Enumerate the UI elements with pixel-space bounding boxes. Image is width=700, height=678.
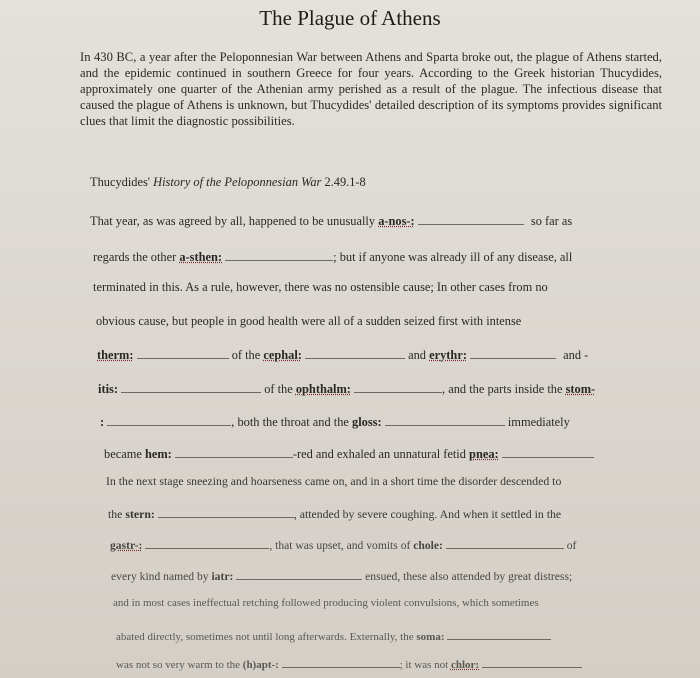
line-text: became (104, 447, 145, 461)
answer-blank-stom[interactable] (107, 413, 231, 426)
answer-blank-iatr[interactable] (236, 567, 362, 580)
term-a-sthen: a-sthen: (179, 250, 223, 264)
answer-blank-hapt[interactable] (282, 655, 400, 668)
answer-blank-therm[interactable] (137, 346, 229, 359)
answer-blank-itis[interactable] (121, 380, 261, 393)
line-text: so far as (530, 214, 573, 228)
term-iatr: iatr: (211, 570, 234, 583)
term-ophthalm: ophthalm: (295, 382, 351, 396)
term-therm: therm: (97, 348, 134, 362)
passage-line-2 (93, 248, 572, 265)
term-chole: chole: (413, 539, 443, 552)
line-text: -red and exhaled an unnatural fetid (292, 447, 470, 461)
source-author: Thucydides' (90, 175, 151, 189)
passage-line-3 (93, 280, 548, 295)
term-a-nos: a-nos-: (378, 214, 415, 228)
term-cephal: cephal: (263, 348, 302, 362)
term-stom: stom- (565, 382, 596, 396)
answer-blank-cephal[interactable] (305, 346, 405, 359)
line-text: regards the other (93, 250, 180, 264)
answer-blank-stern[interactable] (158, 505, 294, 518)
line-text: of the (231, 348, 264, 362)
passage-line-6 (98, 380, 595, 397)
line-text: , both the throat and the (231, 415, 353, 429)
line-text: ensued, these also attended by great distress; (365, 570, 573, 583)
intro-paragraph: In 430 BC, a year after the Peloponnesian War between Athens and Sparta broke out, the plague of Athens started, and the epidemic continued in southern Greece for four years. According to the Greek historian Thucydides, approximately one quarter of the Athenian army perished as a result of the plague. The infectious disease that caused the plague of Athens is unknown, but Thucydides' detailed description of its symptoms provides significant clues that limit the diagnostic possibilities. (80, 50, 662, 128)
passage-line-1 (90, 212, 572, 229)
line-text: and in most cases ineffectual retching followed producing violent convulsions, which sometimes (113, 597, 539, 609)
line-text: terminated in this. As a rule, however, there was no ostensible cause; In other cases from no (93, 280, 548, 294)
answer-blank-gastr[interactable] (145, 536, 269, 549)
line-text: ; but if anyone was already ill of any disease, all (333, 250, 573, 264)
term-erythr: erythr: (429, 348, 467, 362)
term-hem: hem: (144, 447, 172, 461)
line-text: every kind named by (111, 570, 212, 583)
line-text: abated directly, sometimes not until long afterwards. Externally, the (116, 631, 417, 643)
line-text: That year, as was agreed by all, happened to be unusually (90, 214, 379, 228)
line-text: , and the parts inside the (442, 382, 566, 396)
passage-line-15 (116, 655, 582, 671)
passage-line-13 (113, 597, 539, 609)
passage-line-11 (110, 536, 576, 552)
source-citation (90, 175, 366, 190)
line-text: and - (563, 348, 589, 362)
answer-blank-a-sthen[interactable] (225, 248, 333, 261)
line-text: of the (264, 382, 296, 396)
term-itis: itis: (98, 382, 118, 396)
answer-blank-ophthalm[interactable] (354, 380, 442, 393)
term-soma: soma: (416, 631, 445, 643)
source-ref: 2.49.1-8 (324, 175, 366, 189)
term-chlor: chlor: (450, 659, 480, 671)
answer-blank-hem[interactable] (175, 445, 293, 458)
line-text: immediately (507, 415, 570, 429)
page-title: The Plague of Athens (259, 6, 441, 30)
line-text: was not so very warm to the (116, 659, 243, 671)
answer-blank-chlor[interactable] (482, 655, 582, 668)
passage-line-7 (100, 413, 570, 430)
term-stom-continued: : (100, 415, 105, 429)
passage-line-10 (108, 505, 561, 522)
passage-line-12 (111, 567, 572, 583)
answer-blank-pnea[interactable] (502, 445, 594, 458)
line-text: and (408, 348, 430, 362)
answer-blank-soma[interactable] (447, 627, 551, 640)
term-pnea: pnea: (469, 447, 499, 461)
passage-line-14 (116, 627, 551, 643)
line-text: , attended by severe coughing. And when it settled in the (293, 507, 562, 521)
line-text: In the next stage sneezing and hoarseness came on, and in a short time the disorder descended to (106, 474, 562, 488)
answer-blank-erythr[interactable] (470, 346, 556, 359)
passage-line-9 (106, 474, 561, 489)
term-hapt: (h)apt-: (242, 659, 279, 671)
passage-line-5 (97, 346, 588, 363)
passage-line-4 (96, 314, 521, 329)
answer-blank-chole[interactable] (446, 536, 564, 549)
line-text: obvious cause, but people in good health were all of a sudden seized first with intense (96, 314, 522, 328)
source-work: History of the Peloponnesian War (153, 175, 322, 189)
answer-blank-gloss[interactable] (385, 413, 505, 426)
answer-blank-a-nos[interactable] (418, 212, 524, 225)
line-text: of (566, 539, 577, 552)
line-text: the (108, 507, 126, 521)
term-gastr: gastr-: (110, 539, 143, 552)
line-text: , that was upset, and vomits of (269, 539, 414, 552)
term-gloss: gloss: (352, 415, 382, 429)
term-stern: stern: (125, 507, 155, 521)
line-text: ; it was not (399, 659, 451, 671)
passage-line-8 (104, 445, 594, 462)
